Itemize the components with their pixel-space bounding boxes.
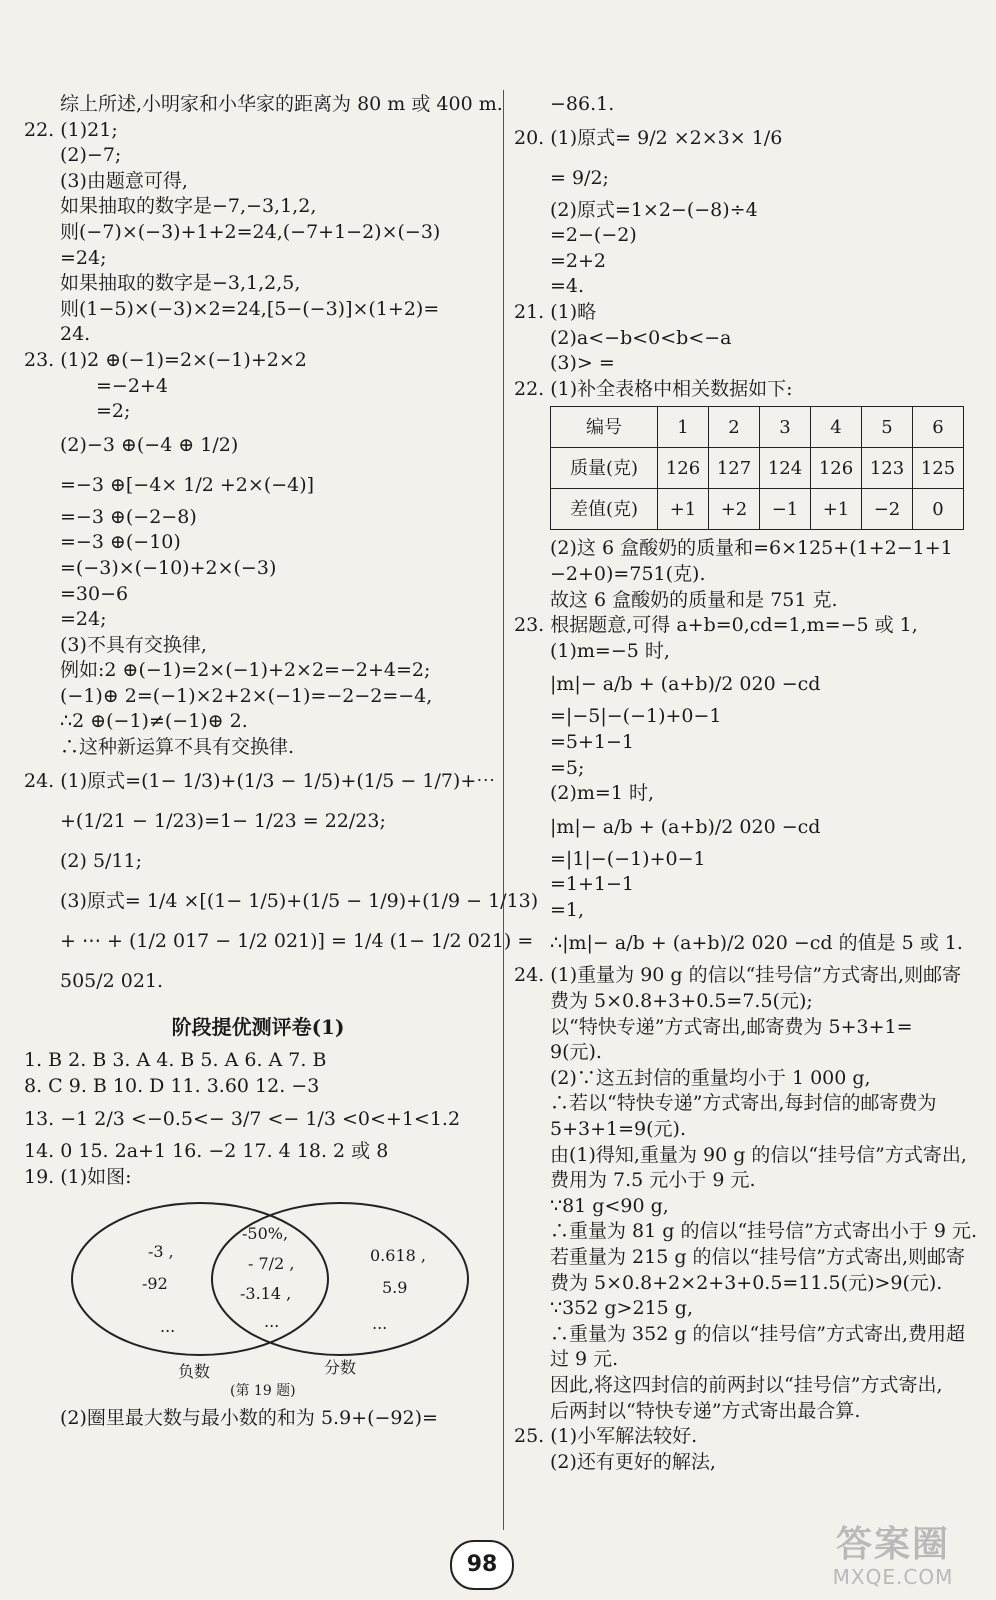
left-lines-b [24, 1048, 492, 1190]
text-line: 23. 根据题意,可得 a+b=0,cd=1,m=−5 或 1, [514, 614, 918, 637]
text-line: =2; [96, 400, 131, 423]
text-line: 由(1)得知,重量为 90 g 的信以“挂号信”方式寄出, [550, 1143, 967, 1166]
table-cell: 5 [862, 407, 913, 448]
text-line: 25. (1)小军解法较好. [514, 1425, 698, 1448]
venn-middle-item: - 7/2 , [248, 1253, 295, 1273]
text-line: 13. −1 2/3 <−0.5<− 3/7 <− 1/3 <0<+1<1.2 [24, 1108, 461, 1131]
table-cell: 126 [811, 448, 862, 489]
text-line: |m|− a/b + (a+b)/2 020 −cd [550, 815, 821, 838]
text-line: ∴重量为 352 g 的信以“挂号信”方式寄出,费用超 [550, 1322, 966, 1345]
table-cell: 125 [913, 448, 964, 489]
right-lines-a [514, 92, 974, 402]
text-line: 费用为 7.5 元小于 9 元. [550, 1169, 756, 1192]
text-line: (2)原式=1×2−(−8)÷4 [550, 198, 758, 221]
table-cell: 2 [709, 407, 760, 448]
table-cell: +2 [709, 489, 760, 530]
table-cell: 3 [760, 407, 811, 448]
text-line: 例如:2 ⊕(−1)=2×(−1)+2×2=−2+4=2; [60, 659, 431, 682]
watermark-logo [800, 1525, 986, 1595]
text-line: 如果抽取的数字是−7,−3,1,2, [60, 195, 317, 218]
text-line: −86.1. [550, 93, 615, 115]
text-line: =−3 ⊕(−2−8) [60, 505, 197, 528]
right-column [514, 92, 978, 1475]
table-cell: −2 [862, 489, 913, 530]
text-line: |m|− a/b + (a+b)/2 020 −cd [550, 673, 821, 696]
text-line: + ⋯ + (1/2 017 − 1/2 021)] = 1/4 (1− 1/2 021) = [60, 929, 534, 952]
text-line: +(1/21 − 1/23)=1− 1/23 = 22/23; [60, 809, 386, 832]
table-cell: 6 [913, 407, 964, 448]
venn-left-item: -92 [142, 1273, 168, 1293]
text-line: 则(1−5)×(−3)×2=24,[5−(−3)]×(1+2)= [60, 297, 440, 320]
text-line: (2)m=1 时, [550, 782, 655, 805]
text-line: 19. (1)如图: [24, 1166, 132, 1189]
venn-middle-item: -50%, [242, 1223, 289, 1243]
venn-left-item: -3 , [148, 1241, 174, 1261]
text-line: ∴|m|− a/b + (a+b)/2 020 −cd 的值是 5 或 1. [550, 932, 963, 955]
table-row-header: 质量(克) [551, 448, 658, 489]
text-line: = 9/2; [550, 166, 609, 189]
text-line: (2)还有更好的解法, [550, 1450, 716, 1473]
page-number: 98 [450, 1540, 514, 1590]
text-line: =(−3)×(−10)+2×(−3) [60, 556, 277, 579]
text-line: =24; [60, 246, 107, 269]
right-lines-b [514, 536, 978, 1475]
watermark-sub: MXQE.COM [832, 1565, 954, 1589]
table-cell: 124 [760, 448, 811, 489]
text-line: 23. (1)2 ⊕(−1)=2×(−1)+2×2 [24, 348, 307, 371]
text-line: =−3 ⊕[−4× 1/2 +2×(−4)] [60, 473, 315, 496]
text-line: =30−6 [60, 582, 129, 605]
text-line: 则(−7)×(−3)+1+2=24,(−7+1−2)×(−3) [60, 220, 441, 243]
text-line: 费为 5×0.8+3+0.5=7.5(元); [550, 990, 813, 1013]
column-divider [503, 90, 504, 1530]
text-line: (2)−7; [60, 144, 122, 167]
table-cell: 127 [709, 448, 760, 489]
table-cell: 123 [862, 448, 913, 489]
text-line: =1, [550, 898, 585, 921]
venn-caption: (第 19 题) [230, 1382, 296, 1397]
text-line: ∴2 ⊕(−1)≠(−1)⊕ 2. [60, 710, 248, 733]
text-line: 8. C 9. B 10. D 11. 3.60 12. −3 [24, 1074, 320, 1097]
text-line: ∴若以“特快专递”方式寄出,每封信的邮寄费为 [550, 1092, 937, 1115]
table-cell: 4 [811, 407, 862, 448]
text-line: ∴重量为 81 g 的信以“挂号信”方式寄出小于 9 元. [550, 1220, 978, 1243]
text-line: =|−5|−(−1)+0−1 [550, 705, 722, 728]
venn-middle-item: -3.14 , [240, 1283, 292, 1303]
text-line: =1+1−1 [550, 873, 635, 896]
venn-middle-ellipsis: ... [264, 1311, 280, 1331]
text-line: 1. B 2. B 3. A 4. B 5. A 6. A 7. B [24, 1049, 327, 1072]
venn-label-fraction: 分数 [324, 1357, 357, 1377]
text-line: ∵352 g>215 g, [550, 1297, 693, 1320]
text-line: =2−(−2) [550, 224, 637, 247]
text-line: 后两封以“特快专递”方式寄出最合算. [550, 1399, 861, 1422]
text-line: 因此,将这四封信的前两封以“挂号信”方式寄出, [550, 1373, 943, 1396]
text-line: (3)由题意可得, [60, 169, 188, 192]
text-line: 综上所述,小明家和小华家的距离为 80 m 或 400 m. [60, 93, 503, 115]
text-line: (3)不具有交换律, [60, 633, 207, 656]
venn-right-ellipsis: ... [372, 1313, 388, 1333]
left-lines-a [24, 92, 539, 1001]
yogurt-data-table [550, 406, 964, 530]
text-line: 若重量为 215 g 的信以“挂号信”方式寄出,则邮寄 [550, 1246, 966, 1268]
text-line: =|1|−(−1)+0−1 [550, 847, 706, 870]
text-line: =4. [550, 275, 585, 298]
text-line: 20. (1)原式= 9/2 ×2×3× 1/6 [514, 126, 783, 149]
text-line: 费为 5×0.8+2×2+3+0.5=11.5(元)>9(元). [550, 1271, 943, 1294]
venn-right-item: 5.9 [382, 1277, 408, 1297]
text-line: 22. (1)补全表格中相关数据如下: [514, 377, 793, 400]
text-line: (2)圈里最大数与最小数的和为 5.9+(−92)= [60, 1407, 438, 1430]
text-line: 24. (1)重量为 90 g 的信以“挂号信”方式寄出,则邮寄 [514, 964, 962, 987]
text-line: (2) 5/11; [60, 849, 143, 872]
table-cell: +1 [811, 489, 862, 530]
venn-right-item: 0.618 , [370, 1245, 426, 1265]
text-line: 24. [60, 323, 91, 346]
venn-diagram [60, 1197, 480, 1397]
text-line: ∴这种新运算不具有交换律. [60, 736, 295, 759]
text-line: 故这 6 盒酸奶的质量和是 751 克. [550, 588, 838, 611]
text-line: 5+3+1=9(元). [550, 1118, 686, 1141]
text-line: =5; [550, 756, 585, 779]
text-line: (2)−3 ⊕(−4 ⊕ 1/2) [60, 433, 239, 456]
table-cell: 0 [913, 489, 964, 530]
table-row-header: 编号 [551, 407, 658, 448]
table-cell: 1 [658, 407, 709, 448]
text-line: =5+1−1 [550, 730, 635, 753]
table-cell: −1 [760, 489, 811, 530]
text-line: −2+0)=751(克). [550, 562, 706, 585]
text-line: ∵81 g<90 g, [550, 1194, 669, 1217]
text-line: (2)∵这五封信的重量均小于 1 000 g, [550, 1066, 871, 1089]
section-title: 阶段提优测评卷(1) [171, 1014, 345, 1039]
text-line: 24. (1)原式=(1− 1/3)+(1/3 − 1/5)+(1/5 − 1/7)+⋯ [24, 769, 496, 792]
text-line: (−1)⊕ 2=(−1)×2+2×(−1)=−2−2=−4, [60, 684, 433, 707]
text-line: =−2+4 [96, 374, 168, 397]
text-line: =2+2 [550, 249, 607, 272]
table-cell: +1 [658, 489, 709, 530]
venn-negative-ellipse [72, 1203, 328, 1355]
table-row [551, 489, 964, 530]
text-line: (3)> = [550, 352, 615, 375]
table-row-header: 差值(克) [551, 489, 658, 530]
text-line: 以“特快专递”方式寄出,邮寄费为 5+3+1= [550, 1015, 913, 1038]
text-line: =24; [60, 608, 107, 631]
text-line: (2)这 6 盒酸奶的质量和=6×125+(1+2−1+1 [550, 537, 953, 560]
text-line: 9(元). [550, 1041, 602, 1064]
left-column [24, 92, 539, 1432]
text-line: =−3 ⊕(−10) [60, 531, 181, 554]
table-row [551, 407, 964, 448]
text-line: 22. (1)21; [24, 118, 118, 141]
venn-label-negative: 负数 [178, 1361, 211, 1381]
text-line: 21. (1)略 [514, 300, 597, 323]
text-line: 如果抽取的数字是−3,1,2,5, [60, 272, 301, 295]
text-line: (3)原式= 1/4 ×[(1− 1/5)+(1/5 − 1/9)+(1/9 − 1/13) [60, 889, 539, 912]
watermark-main: 答案圈 [835, 1524, 950, 1565]
text-line: 505/2 021. [60, 969, 164, 992]
table-row [551, 448, 964, 489]
venn-left-ellipsis: ... [160, 1316, 176, 1336]
text-line: (2)a<−b<0<b<−a [550, 326, 732, 349]
text-line: (1)m=−5 时, [550, 639, 670, 662]
table-cell: 126 [658, 448, 709, 489]
text-line: 14. 0 15. 2a+1 16. −2 17. 4 18. 2 或 8 [24, 1140, 389, 1163]
text-line: 过 9 元. [550, 1348, 619, 1371]
left-lines-c [24, 1406, 492, 1432]
